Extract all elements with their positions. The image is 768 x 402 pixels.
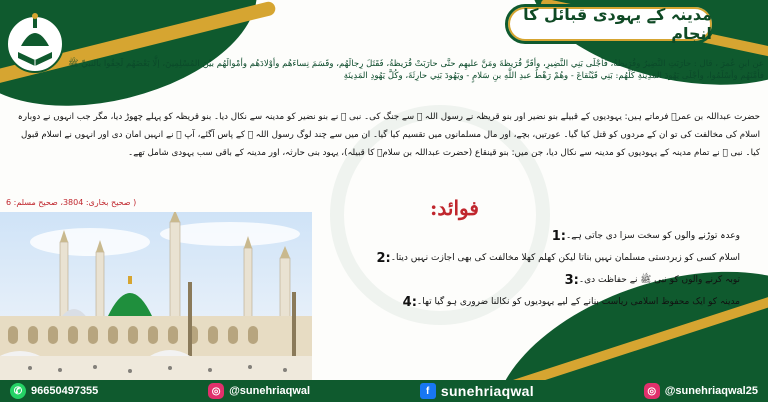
social-footer [0, 380, 768, 402]
mosque-book-logo-icon [4, 6, 66, 84]
footer-instagram[interactable] [208, 383, 310, 399]
lesson-text: توبہ کرنے والوں کو نبی ﷺ نے حفاظت دی۔ [578, 275, 740, 285]
facebook-icon: f [420, 383, 436, 399]
footer-phone[interactable] [10, 383, 98, 399]
phone-number: 96650497355 [31, 385, 99, 397]
page-title: مدینہ کے یہودی قبائل کا انجام [523, 5, 712, 43]
mosque-photo [0, 212, 312, 382]
title-banner [505, 4, 715, 44]
instagram-icon: ◎ [208, 383, 224, 399]
list-item [318, 270, 740, 290]
list-item [318, 248, 740, 268]
masjid-nabawi-illustration [0, 212, 312, 382]
lesson-text: مدینہ کو ایک محفوظ اسلامی ریاست بنانے کے لیے یہودیوں کو نکالنا ضروری ہو گیا تھا۔ [416, 297, 740, 307]
arabic-hadith-text: عن ابنِ عُمرَ ، قال : حارَبَتِ النَّضِيرُ وقُرَيظةُ، فأجْلَى بَنِي النَّضِيرِ، وأقَرَّ قُرَيظةَ ومَنَّ عليهِم حتَّى حارَبَتْ قُرَيظةُ، فَقَتَلَ رِجالَهُم، وقَسَمَ نِساءَهُم وأوْلادَهُم وأمْوالَهُم بيْنَ المُسْلِمِينَ، إلَّا بَعْضَهُم لَحِقُوا بالنبيِّ ﷺ فأمَّنَهُم وأسْلَمُوا، وأجْلَى يَهُودَ المَدِينَةِ كُلَّهُم: بَنِي قَيْنُقاعَ - وهُمْ رَهْطُ عبدِ اللَّهِ بنِ سَلامٍ - ويَهُودَ بَنِي حارِثَةَ، وكُلَّ يَهُودِ المَدِينَةِ [68, 59, 764, 81]
list-item [318, 292, 740, 312]
instagram-handle: @sunehriaqwal [229, 385, 311, 397]
lesson-number: 3: [564, 272, 579, 288]
list-item [318, 226, 740, 246]
lesson-number: 4: [402, 294, 417, 310]
lesson-number: 2: [376, 250, 391, 266]
lessons-list [318, 226, 740, 314]
lesson-text: اسلام کسی کو زبردستی مسلمان نہیں بناتا لیکن کھلم کھلا مخالفت کی بھی اجازت نہیں دیتا۔ [390, 253, 740, 263]
footer-facebook[interactable] [420, 383, 534, 399]
instagram-handle-2: @sunehriaqwal25 [664, 385, 758, 397]
urdu-translation-block [6, 108, 760, 207]
lesson-number: 1: [551, 228, 566, 244]
instagram-icon: ◎ [644, 383, 660, 399]
facebook-name: sunehriaqwal [440, 383, 534, 399]
whatsapp-icon: ✆ [10, 383, 26, 399]
footer-instagram-2[interactable] [644, 383, 758, 399]
hadith-reference: ( صحیح بخاری: 3804، صحیح مسلم: 6 [6, 198, 137, 207]
lesson-text: وعدہ توڑنے والوں کو سخت سزا دی جاتی ہے۔ [565, 231, 740, 241]
urdu-translation-text: حضرت عبداللہ بن عمرؓ فرماتے ہیں: یہودیوں کے قبیلے بنو نضیر اور بنو قریظہ نے رسول اللہ ﷺ سے جنگ کی۔ نبی ﷺ نے بنو نضیر کو مدینہ سے نکال دیا۔ بنو قریظہ کو پہلے چھوڑ دیا، مگر جب انہوں نے دوبارہ اسلام کی مخالفت کی تو ان کے مردوں کو قتل کیا گیا۔ عورتیں، بچے، اور مال مسلمانوں میں تقسیم کیا گیا۔ ان میں سے چند لوگ رسول اللہ ﷺ کے پاس آگئے، آپ ﷺ نے انہیں امان دی اور انہوں نے اسلام قبول کیا۔ نبی ﷺ نے تمام مدینہ کے یہودیوں کو مدینہ سے نکال دیا، جن میں: بنو قینقاع (حضرت عبداللہ بن سلامؓ کا قبیلہ)، یہود بنی حارثہ، اور مدینہ کے باقی سب یہودی شامل تھے۔ [17, 112, 760, 158]
fawaid-heading: فوائد: [430, 196, 479, 220]
